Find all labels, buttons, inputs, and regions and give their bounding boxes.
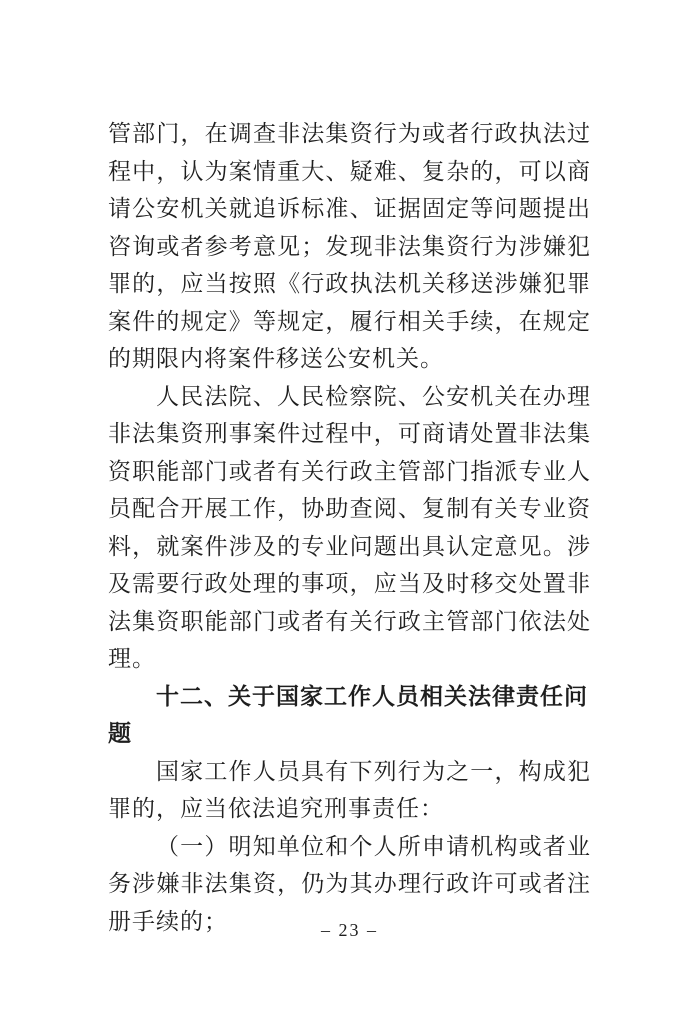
page-body-text — [108, 115, 591, 940]
section-heading: 十二、关于国家工作人员相关法律责任问题 — [108, 683, 588, 746]
paragraph: 国家工作人员具有下列行为之一，构成犯罪的，应当依法追究刑事责任： — [108, 758, 591, 821]
paragraph: 人民法院、人民检察院、公安机关在办理非法集资刑事案件过程中，可商请处置非法集资职能部门或者有关行政主管部门指派专业人员配合开展工作，协助查阅、复制有关专业资料，就案件涉及的专业问题出具认定意见。涉及需要行政处理的事项，应当及时移交处置非法集资职能部门或者有关行政主管部门依法处理。 — [108, 383, 591, 671]
paragraph-list-item: （一）明知单位和个人所申请机构或者业务涉嫌非法集资，仍为其办理行政许可或者注册手续的； — [108, 833, 591, 934]
paragraph-continuation: 管部门，在调查非法集资行为或者行政执法过程中，认为案情重大、疑难、复杂的，可以商请公安机关就追诉标准、证据固定等问题提出咨询或者参考意见；发现非法集资行为涉嫌犯罪的，应当按照《行政执法机关移送涉嫌犯罪案件的规定》等规定，履行相关手续，在规定的期限内将案件移送公安机关。 — [108, 121, 591, 371]
page-number: – 23 – — [321, 920, 378, 940]
